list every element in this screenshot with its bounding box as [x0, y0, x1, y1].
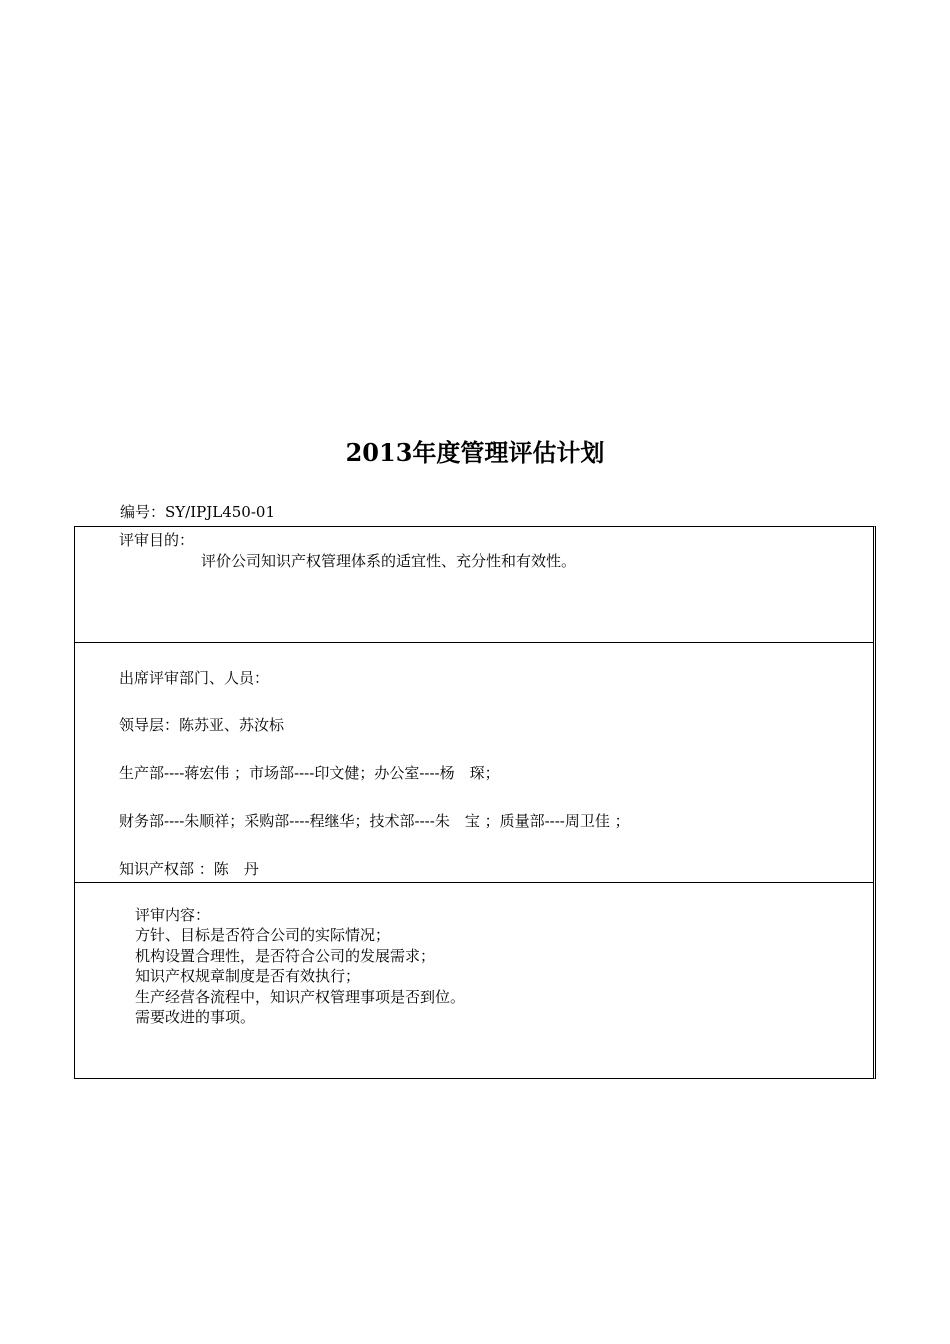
page-title: 2013年度管理评估计划	[345, 438, 605, 467]
review-purpose-label: 评审目的：	[119, 531, 195, 549]
review-purpose-section	[75, 527, 873, 643]
review-content-list	[135, 925, 465, 1028]
review-purpose-text: 评价公司知识产权管理体系的适宜性、充分性和有效性。	[201, 552, 577, 570]
attendees-leadership: 领导层：陈苏亚、苏汝标	[119, 716, 285, 734]
list-item: 机构设置合理性，是否符合公司的发展需求；	[135, 946, 436, 965]
document-number: 编号：SY/IPJL450-01	[120, 503, 276, 521]
attendees-line-3: 知识产权部 ：陈 丹	[119, 860, 259, 878]
list-item: 需要改进的事项。	[135, 1008, 256, 1026]
list-item: 知识产权规章制度是否有效执行；	[135, 967, 361, 985]
attendees-line-1: 生产部----蒋宏伟 ；市场部----印文健；办公室----杨 琛；	[119, 764, 500, 782]
attendees-label: 出席评审部门、人员：	[119, 669, 270, 687]
list-item: 方针、目标是否符合公司的实际情况；	[135, 926, 391, 944]
review-content-label: 评审内容：	[135, 906, 211, 924]
attendees-line-2: 财务部----朱顺祥；采购部----程继华；技术部----朱 宝 ；质量部----周卫佳 ；	[119, 812, 630, 830]
review-plan-form	[74, 526, 876, 1079]
list-item: 生产经营各流程中，知识产权管理事项是否到位。	[135, 987, 466, 1006]
attendees-section	[75, 643, 873, 883]
review-content-section	[75, 883, 873, 1078]
